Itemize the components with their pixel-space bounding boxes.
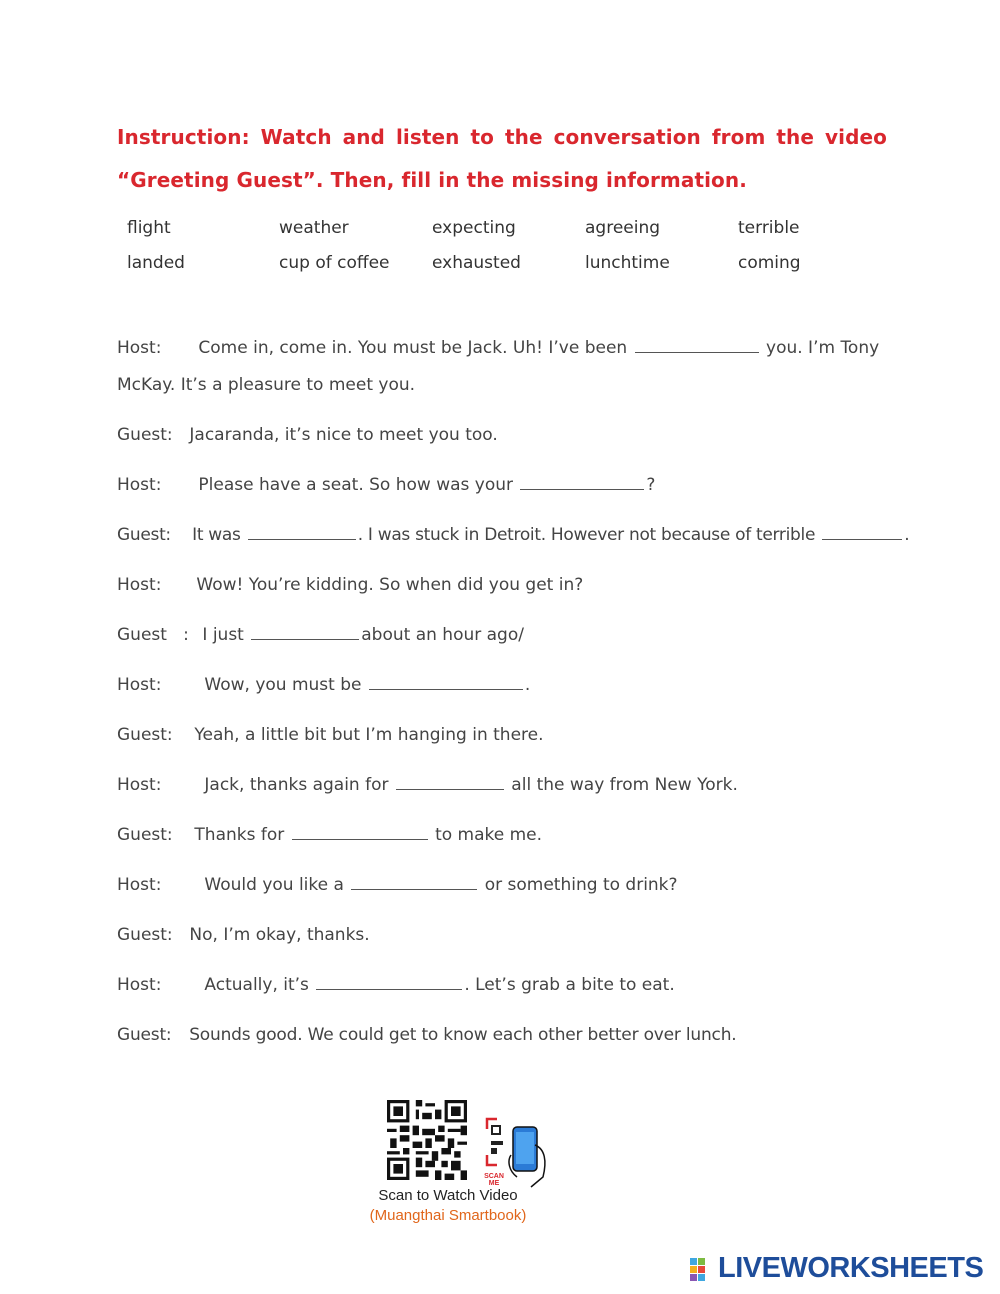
dialogue-line xyxy=(117,675,530,695)
line-text: Jacaranda, it’s nice to meet you too. xyxy=(189,425,498,445)
dialogue-line xyxy=(117,875,678,895)
word-agreeing: agreeing xyxy=(585,218,661,238)
blank-input[interactable] xyxy=(822,525,902,540)
speaker-label: Host: xyxy=(117,575,162,595)
speaker-label: Host: xyxy=(117,675,162,695)
line-text: you. I’m Tony xyxy=(766,338,880,358)
word-cup-of-coffee: cup of coffee xyxy=(279,253,390,273)
line-text: Thanks for xyxy=(194,825,285,845)
word-bank xyxy=(127,218,887,288)
scan-me-label: SCAN ME xyxy=(484,1173,504,1187)
line-text: Come in, come in. You must be Jack. Uh! I’ve been xyxy=(198,338,628,358)
word-expecting: expecting xyxy=(432,218,516,238)
line-text: Yeah, a little bit but I’m hanging in there. xyxy=(194,725,544,745)
blank-input[interactable] xyxy=(316,975,462,990)
blank-input[interactable] xyxy=(369,675,523,690)
blank-input[interactable] xyxy=(635,338,759,353)
dialogue-line xyxy=(117,975,675,995)
blank-input[interactable] xyxy=(292,825,428,840)
qr-card xyxy=(343,1090,553,1230)
line-text: Sounds good. We could get to know each other better over lunch. xyxy=(189,1025,737,1045)
speaker-label: Host: xyxy=(117,975,162,995)
liveworksheets-logo[interactable] xyxy=(690,1252,990,1286)
brand-name: LIVEWORKSHEETS xyxy=(718,1252,984,1284)
word-bank-row xyxy=(127,253,887,288)
word-exhausted: exhausted xyxy=(432,253,521,273)
dialogue-line-continued xyxy=(117,375,415,395)
qr-card-title: Scan to Watch Video xyxy=(378,1187,518,1204)
speaker-label: Guest: xyxy=(117,825,173,845)
logo-blocks-icon xyxy=(690,1258,714,1284)
qr-code-icon[interactable] xyxy=(387,1100,467,1180)
line-text: about an hour ago/ xyxy=(361,625,524,645)
word-landed: landed xyxy=(127,253,185,273)
line-text: Actually, it’s xyxy=(204,975,309,995)
word-bank-row xyxy=(127,218,887,253)
line-text: . xyxy=(904,525,910,545)
instruction-text: Instruction: Watch and listen to the conversation from the video “Greeting Guest”. Then, fill in the missing information. xyxy=(117,125,887,192)
line-text: Wow! You’re kidding. So when did you get in? xyxy=(196,575,584,595)
dialogue-line xyxy=(117,575,583,595)
word-weather: weather xyxy=(279,218,349,238)
speaker-label: Guest: xyxy=(117,1025,172,1045)
speaker-label: Host: xyxy=(117,475,162,495)
dialogue-line xyxy=(117,725,544,745)
line-text: ? xyxy=(646,475,656,495)
blank-input[interactable] xyxy=(520,475,644,490)
dialogue-line xyxy=(117,475,655,495)
dialogue-line xyxy=(117,338,879,358)
speaker-label: Host: xyxy=(117,338,162,358)
blank-input[interactable] xyxy=(251,625,359,640)
line-text: McKay. It’s a pleasure to meet you. xyxy=(117,375,416,395)
dialogue-line xyxy=(117,625,524,645)
qr-card-subtitle: (Muangthai Smartbook) xyxy=(369,1207,527,1224)
dialogue-line xyxy=(117,425,498,445)
dialogue-line xyxy=(117,775,738,795)
blank-input[interactable] xyxy=(396,775,504,790)
line-text: all the way from New York. xyxy=(511,775,738,795)
line-text: Jack, thanks again for xyxy=(204,775,389,795)
speaker-label: Guest : xyxy=(117,625,189,645)
dialogue-line xyxy=(117,1025,736,1045)
line-text: Wow, you must be xyxy=(204,675,362,695)
line-text: to make me. xyxy=(435,825,543,845)
line-text: . xyxy=(524,675,531,695)
speaker-label: Guest: xyxy=(117,525,171,545)
speaker-label: Host: xyxy=(117,875,162,895)
line-text: or something to drink? xyxy=(484,875,678,895)
line-text: No, I’m okay, thanks. xyxy=(189,925,370,945)
line-text: . I was stuck in Detroit. However not because of terrible xyxy=(357,525,816,545)
word-coming: coming xyxy=(738,253,801,273)
dialogue-line xyxy=(117,525,909,545)
speaker-label: Guest: xyxy=(117,425,173,445)
speaker-label: Guest: xyxy=(117,925,173,945)
blank-input[interactable] xyxy=(351,875,477,890)
line-text: Please have a seat. So how was your xyxy=(198,475,514,495)
word-flight: flight xyxy=(127,218,171,238)
speaker-label: Guest: xyxy=(117,725,173,745)
dialogue-line xyxy=(117,925,370,945)
line-text: It was xyxy=(192,525,241,545)
speaker-label: Host: xyxy=(117,775,162,795)
blank-input[interactable] xyxy=(248,525,356,540)
line-text: . Let’s grab a bite to eat. xyxy=(464,975,675,995)
dialogue-line xyxy=(117,825,542,845)
line-text: Would you like a xyxy=(204,875,344,895)
word-lunchtime: lunchtime xyxy=(585,253,670,273)
line-text: I just xyxy=(202,625,244,645)
word-terrible: terrible xyxy=(738,218,800,238)
